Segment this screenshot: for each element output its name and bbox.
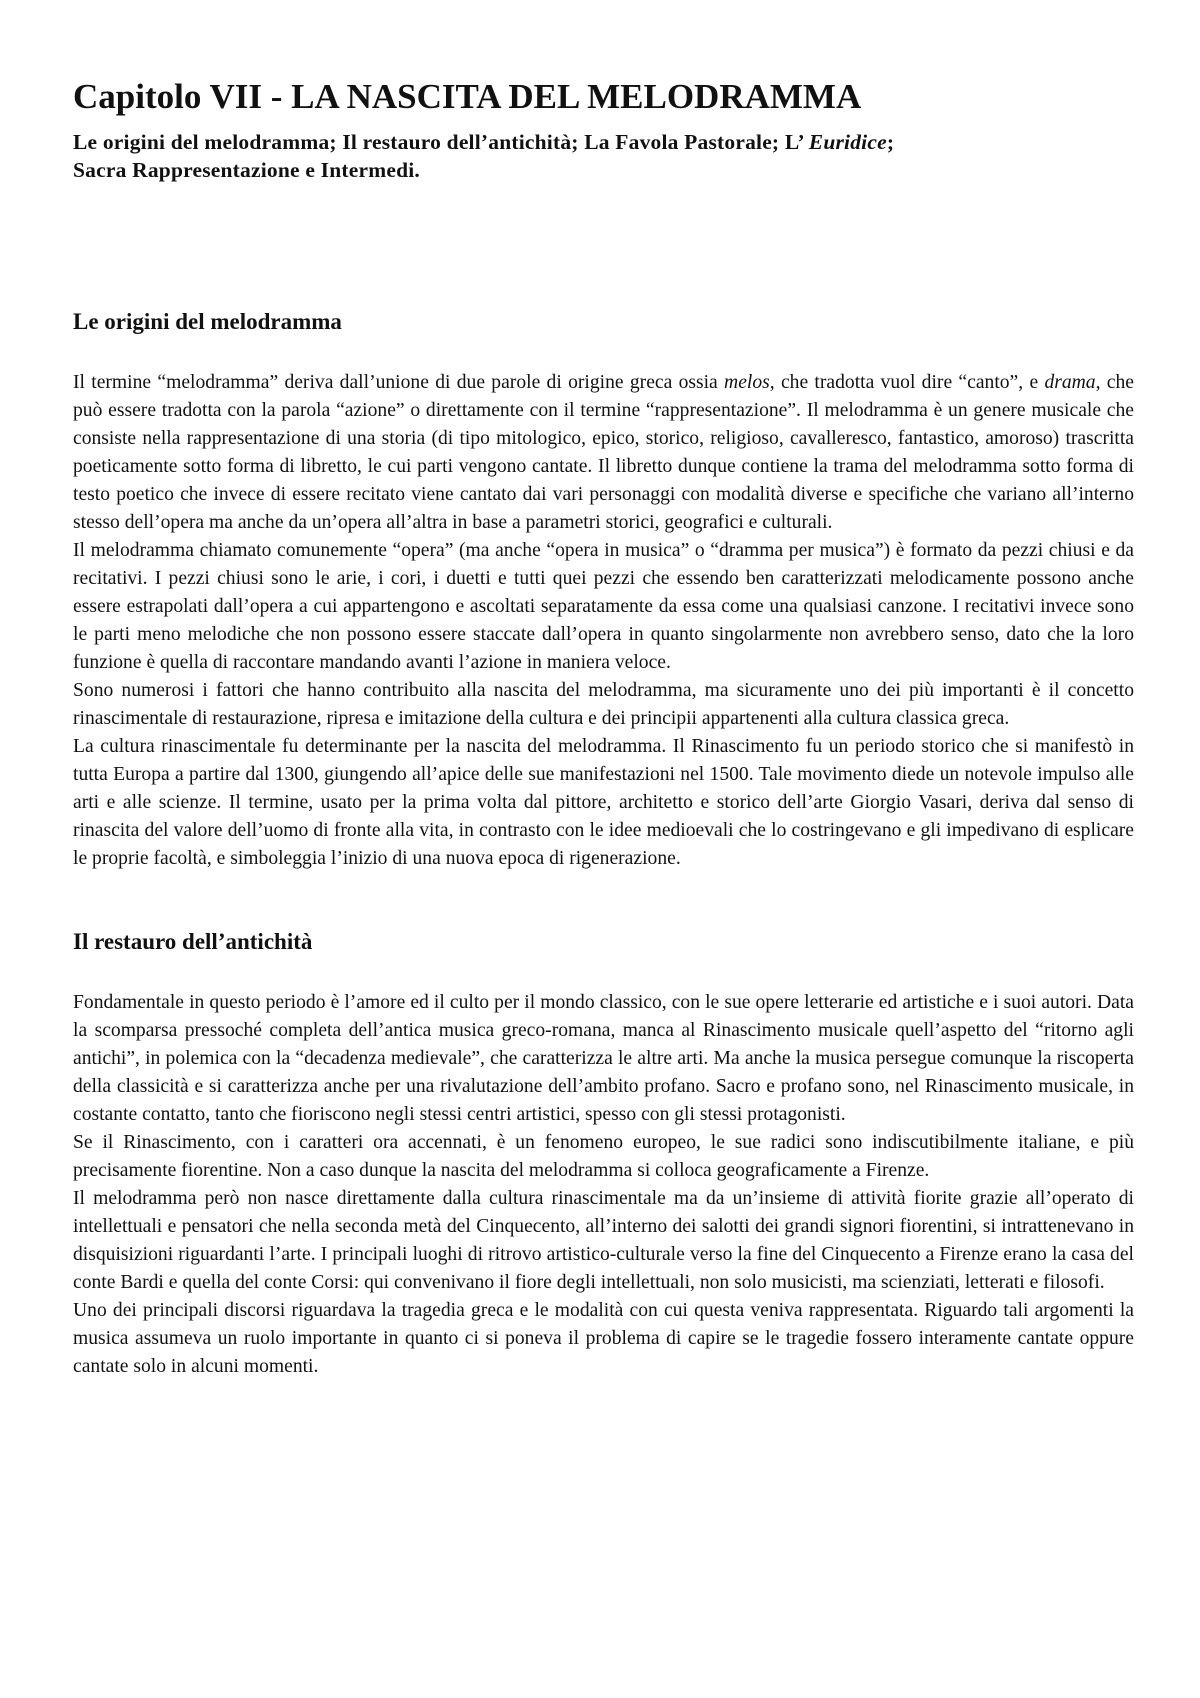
section-heading-restauro: Il restauro dell’antichità	[73, 929, 313, 954]
chapter-subtitle-line-2: Sacra Rappresentazione e Intermedi.	[73, 158, 420, 182]
chapter-subtitle-semicolon: ;	[886, 130, 895, 154]
section-body-origini	[73, 369, 1134, 873]
paragraph-text: Il termine “melodramma” deriva dall’unione di due parole di origine greca ossia	[73, 372, 725, 393]
chapter-title: Capitolo VII - LA NASCITA DEL MELODRAMMA	[73, 77, 862, 116]
paragraph: Fondamentale in questo periodo è l’amore ed il culto per il mondo classico, con le sue opere letterarie ed artistiche e i suoi autori. Data la scomparsa pressoché completa dell’antica musica greco-romana, manca al Rinascimento musicale quell’aspetto del “ritorno agli antichi”, in polemica con la “decadenza medievale”, che caratterizza le altre arti. Ma anche la musica persegue comunque la riscoperta della classicità e si caratterizza anche per una rivalutazione dell’ambito profano. Sacro e profano sono, nel Rinascimento musicale, in costante contatto, tanto che fioriscono negli stessi centri artistici, spesso con gli stessi protagonisti.	[73, 992, 1134, 1125]
paragraph-text: , che tradotta vuol dire “canto”, e	[769, 372, 1045, 393]
paragraph	[73, 369, 1134, 537]
chapter-subtitle-line-1	[73, 128, 1134, 156]
section-heading-origini: Le origini del melodramma	[73, 309, 342, 334]
paragraph: Uno dei principali discorsi riguardava la tragedia greca e le modalità con cui questa veniva rappresentata. Riguardo tali argomenti la musica assumeva un ruolo importante in quanto ci si poneva il problema di capire se le tragedie fossero interamente cantate oppure cantate solo in alcuni momenti.	[73, 1300, 1134, 1377]
paragraph: La cultura rinascimentale fu determinante per la nascita del melodramma. Il Rinascimento fu un periodo storico che si manifestò in tutta Europa a partire dal 1300, giungendo all’apice delle sue manifestazioni nel 1500. Tale movimento diede un notevole impulso alle arti e alle scienze. Il termine, usato per la prima volta dal pittore, architetto e storico dell’arte Giorgio Vasari, deriva dal senso di rinascita del valore dell’uomo di fronte alla vita, in contrasto con le idee medioevali che lo costringevano e gli impedivano di esplicare le proprie facoltà, e simboleggia l’inizio di una nuova epoca di rigenerazione.	[73, 736, 1134, 869]
section-body-restauro	[73, 989, 1134, 1381]
chapter-subtitle	[73, 128, 1134, 184]
paragraph: Il melodramma però non nasce direttamente dalla cultura rinascimentale ma da un’insieme di attività fiorite grazie all’operato di intellettuali e pensatori che nella seconda metà del Cinquecento, all’interno dei salotti dei grandi signori fiorentini, si intrattenevano in disquisizioni riguardanti l’arte. I principali luoghi di ritrovo artistico-culturale verso la fine del Cinquecento a Firenze erano la casa del conte Bardi e quella del conte Corsi: qui convenivano il fiore degli intellettuali, non solo musicisti, ma scienziati, letterati e filosofi.	[73, 1188, 1134, 1293]
term-melos: melos	[724, 372, 770, 393]
chapter-subtitle-text: Le origini del melodramma; Il restauro dell’antichità; La Favola Pastorale; L’	[73, 130, 809, 154]
paragraph: Sono numerosi i fattori che hanno contribuito alla nascita del melodramma, ma sicuramente uno dei più importanti è il concetto rinascimentale di restaurazione, ripresa e imitazione della cultura e dei principii appartenenti alla cultura classica greca.	[73, 680, 1134, 729]
paragraph: Se il Rinascimento, con i caratteri ora accennati, è un fenomeno europeo, le sue radici sono indiscutibilmente italiane, e più precisamente fiorentine. Non a caso dunque la nascita del melodramma si colloca geograficamente a Firenze.	[73, 1132, 1134, 1181]
paragraph-text: , che può essere tradotta con la parola “azione” o direttamente con il termine “rappresentazione”. Il melodramma è un genere musicale che consiste nella rappresentazione di una storia (di tipo mitologico, epico, storico, religioso, cavalleresco, fantastico, amoroso) trascritta poeticamente sotto forma di libretto, le cui parti vengono cantate. Il libretto dunque contiene la trama del melodramma sotto forma di testo poetico che invece di essere recitato viene cantato dai vari personaggi con modalità diverse e specifiche che variano all’interno stesso dell’opera ma anche da un’opera all’altra in base a parametri storici, geografici e culturali.	[73, 372, 1134, 533]
paragraph: Il melodramma chiamato comunemente “opera” (ma anche “opera in musica” o “dramma per musica”) è formato da pezzi chiusi e da recitativi. I pezzi chiusi sono le arie, i cori, i duetti e tutti quei pezzi che essendo ben caratterizzati melodicamente possono anche essere estrapolati dall’opera a cui appartengono e ascoltati separatamente da essa come una qualsiasi canzone. I recitativi invece sono le parti meno melodiche che non possono essere staccate dall’opera in quanto singolarmente non avrebbero senso, dato che la loro funzione è quella di raccontare mandando avanti l’azione in maniera veloce.	[73, 540, 1134, 673]
term-drama: drama	[1044, 372, 1096, 393]
chapter-subtitle-euridice: Euridice	[808, 130, 887, 154]
